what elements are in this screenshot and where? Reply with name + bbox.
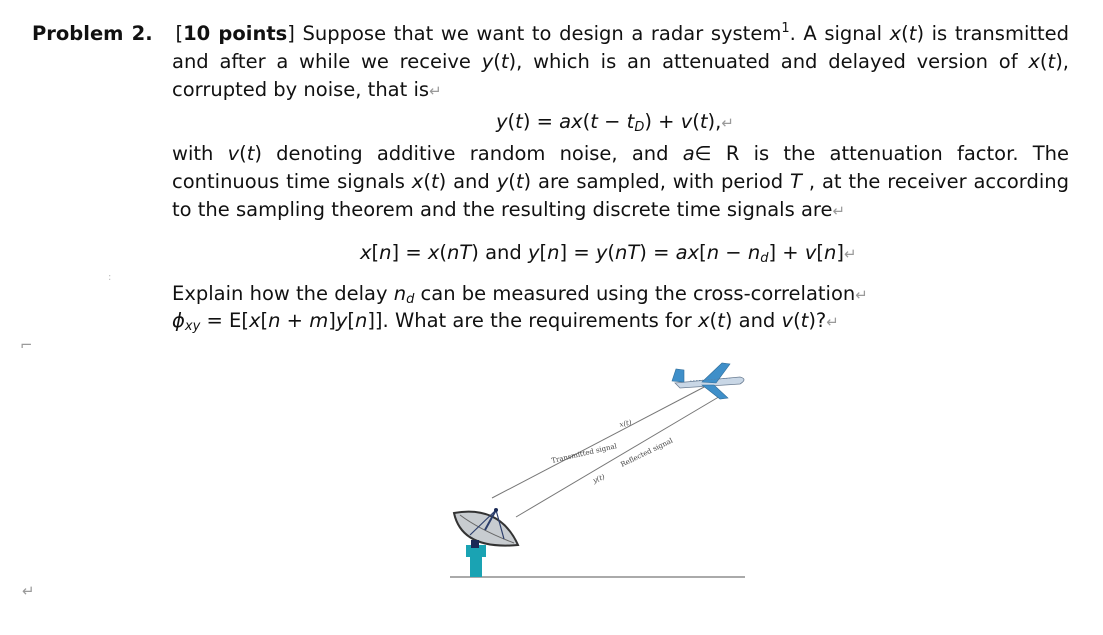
- transmitted-label: Transmitted signal: [550, 442, 618, 465]
- faint-dots: :: [108, 272, 112, 283]
- problem-line-3: corrupted by noise, that is↵: [172, 78, 442, 101]
- problem-line-1: Problem 2. [10 points] Suppose that we want to design a radar system$^1$. A signal x(t) is transmitted: [32, 21, 1070, 45]
- radar-dish-icon: [454, 508, 518, 577]
- problem-line-7: Explain how the delay $n_d$ can be measured using the cross-correlation↵: [172, 282, 868, 307]
- equation-2: x[n] = x(nT) and $y[n] = y(nT) = ax[n - n_d]$ + v[n]↵: [360, 241, 857, 266]
- problem-line-4: with v(t) denoting additive random noise, and a∈ R is the attenuation factor. The: [172, 142, 1069, 165]
- airplane-icon: [672, 363, 744, 399]
- radar-figure: [440, 355, 760, 585]
- margin-mark-1: ⌐: [20, 336, 33, 354]
- paragraph-mark: ↵: [429, 82, 442, 100]
- problem-line-8: $\phi_{xy} = E[x[n + m]y[n]]$. What are the requirements for x(t) and v(t)?↵: [172, 309, 839, 334]
- footnote-ref: 1: [781, 21, 790, 36]
- problem-label: Problem 2.: [32, 22, 153, 45]
- equation-1: $y(t) = ax(t - t_D)$ + v(t),↵: [496, 110, 734, 135]
- reflected-label: Reflected signal: [619, 436, 675, 469]
- problem-header-line: [32, 20, 1069, 48]
- problem-line-2: and after a while we receive y(t), which is an attenuated and delayed version of x(t),: [172, 50, 1069, 73]
- problem-line-6: to the sampling theorem and the resulting discrete time signals are↵: [172, 198, 846, 221]
- reflected-signal-line: [516, 395, 722, 517]
- problem-line-5: continuous time signals x(t) and y(t) are sampled, with period T , at the receiver according: [172, 170, 1069, 193]
- margin-mark-2: ↵: [22, 582, 35, 600]
- transmitted-symbol: x(t): [618, 418, 633, 429]
- intro-text: Suppose that we want to design a radar system$^1$. A signal x(t) is transmitted: [302, 21, 1070, 45]
- reflected-symbol: y(t): [591, 472, 607, 485]
